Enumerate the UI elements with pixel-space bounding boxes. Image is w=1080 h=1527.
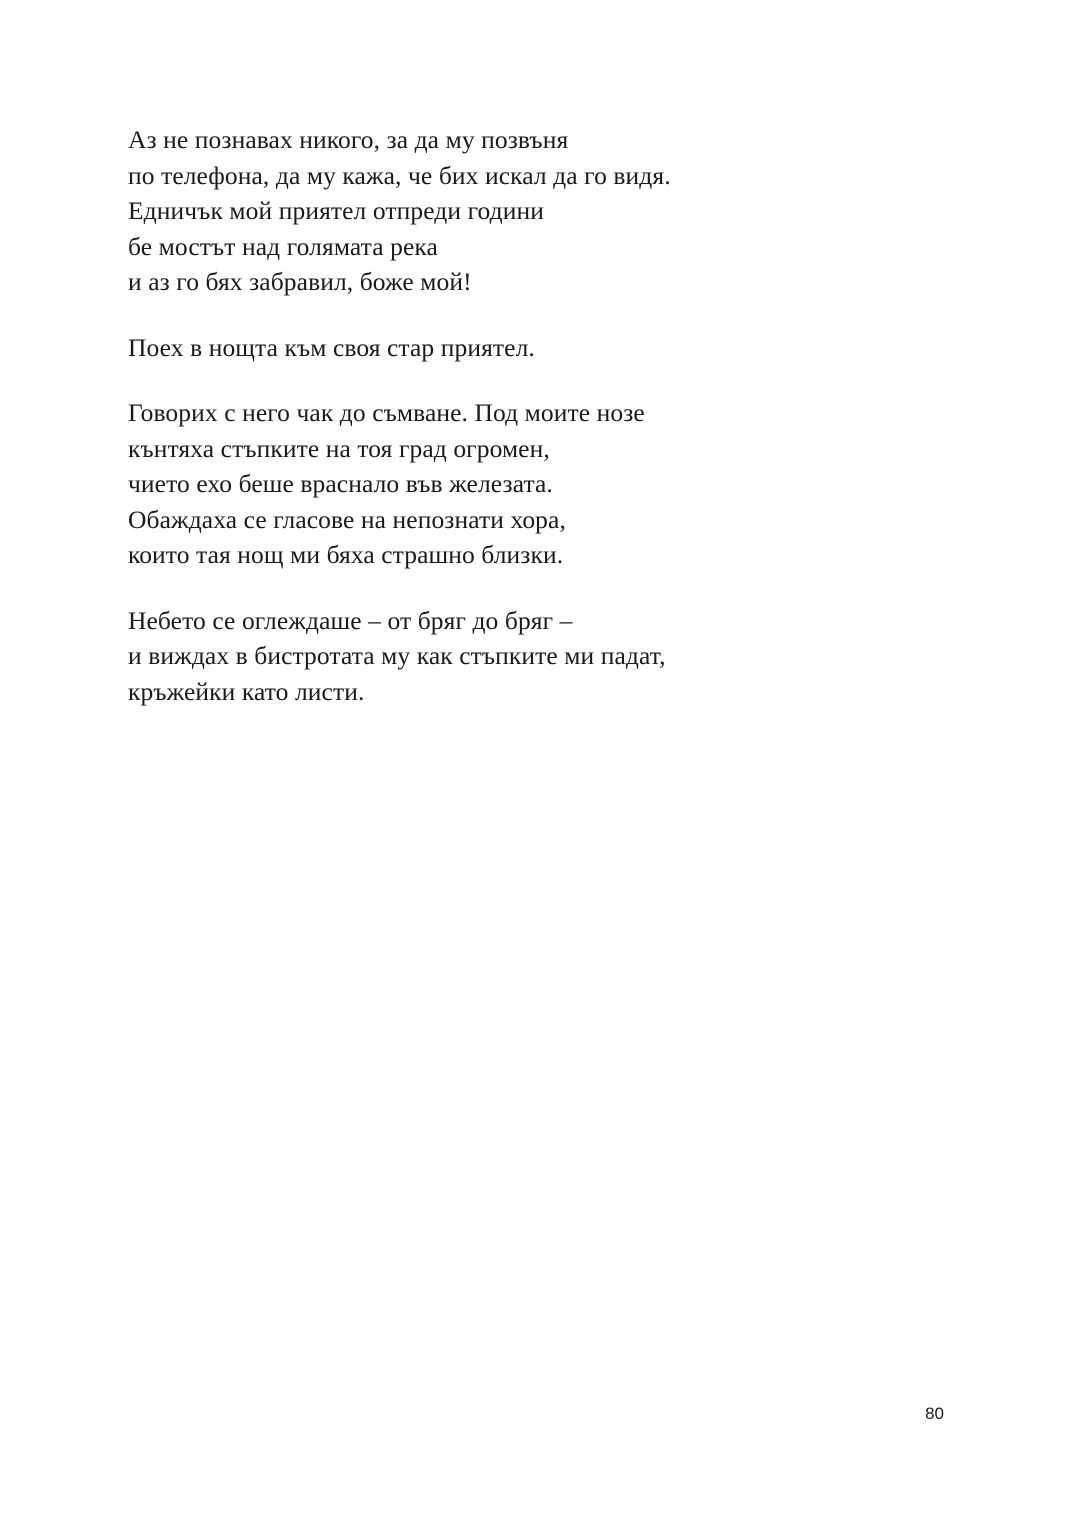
stanza xyxy=(128,330,888,366)
page-number: 80 xyxy=(925,1404,944,1423)
poem-line: Едничък мой приятел отпреди години xyxy=(128,196,544,225)
poem-line: Небето се оглеждаше – от бряг до бряг – xyxy=(128,605,573,635)
poem-line: Поех в нощта към своя стар приятел. xyxy=(128,332,535,362)
poem-line: и виждах в бистротата му как стъпките ми падат, xyxy=(128,641,666,670)
poem-line: по телефона, да му кажа, че бих искал да го видя. xyxy=(128,160,671,190)
poem-line: Аз не познавах никого, за да му позвъня xyxy=(128,125,569,154)
poem-line: Обаждаха се гласове на непознати хора, xyxy=(128,504,566,534)
poem-line: Говорих с него чак до съмване. Под моите нозе xyxy=(128,398,645,427)
poem-line: които тая нощ ми бяха страшно близки. xyxy=(128,540,564,569)
poem-line: бе мостът над голямата река xyxy=(128,231,438,261)
poem-line: и аз го бях забравил, боже мой! xyxy=(128,267,472,296)
stanza xyxy=(128,603,888,710)
poem-line: чието ехо беше враснало във железата. xyxy=(128,469,553,498)
poem-line: кънтяха стъпките на тоя град огромен, xyxy=(128,433,550,463)
poem-line: кръжейки като листи. xyxy=(128,676,365,706)
poem-body xyxy=(128,122,888,709)
stanza xyxy=(128,395,888,573)
stanza xyxy=(128,122,888,300)
